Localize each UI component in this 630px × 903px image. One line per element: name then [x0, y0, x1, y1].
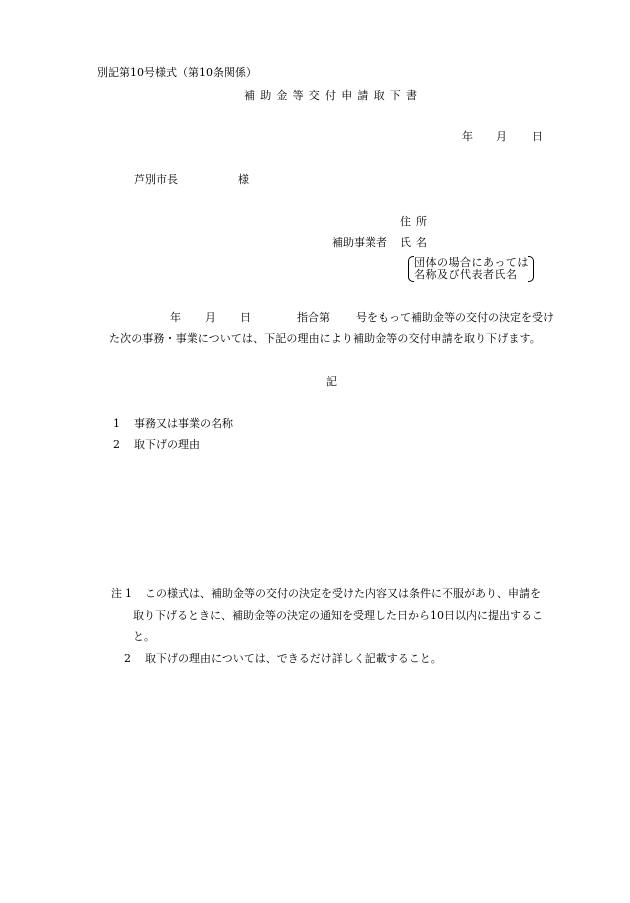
ki-heading: 記: [326, 375, 337, 388]
note2-text: 取下げの理由については、できるだけ詳しく記載すること。: [145, 652, 442, 665]
note1-line2: 取り下げるときに、補助金等の決定の通知を受理した日から10日以内に提出するこ: [133, 609, 543, 622]
document-title: 補助金等交付申請取下書: [244, 89, 423, 102]
group-note: [408, 256, 534, 282]
item-number: 1: [113, 417, 120, 430]
notes-prefix: 注: [111, 587, 122, 600]
item-text: 事務又は事業の名称: [134, 417, 233, 430]
item-text: 取下げの理由: [134, 438, 200, 451]
addressee-name: 芦別市長: [134, 173, 178, 186]
name-label: 氏名: [400, 236, 432, 249]
body-directive-label: 指合第: [297, 311, 330, 324]
body-line1-rest: 号をもって補助金等の交付の決定を受け: [356, 311, 554, 324]
group-note-line2: 名称及び代表者氏名: [414, 268, 518, 281]
date-month-label: 月: [496, 130, 507, 143]
body-line2: た次の事務・事業については、下記の理由により補助金等の交付申請を取り下げます。: [109, 332, 541, 345]
date-year-label: 年: [462, 130, 473, 143]
note2-number: 2: [124, 652, 131, 665]
note1-line3: と。: [133, 630, 155, 643]
group-note-line1: 団体の場合にあっては: [414, 256, 529, 269]
form-number: 別記第10号様式（第10条関係）: [97, 66, 257, 79]
address-label: 住所: [400, 215, 432, 228]
body-month-label: 月: [205, 311, 216, 324]
note1-number: 1: [125, 587, 132, 600]
item-number: 2: [113, 438, 120, 451]
group-note-close-bracket: [528, 256, 534, 282]
note1-line1: この様式は、補助金等の交付の決定を受けた内容又は条件に不服があり、申請を: [145, 587, 541, 600]
body-day-label: 日: [240, 311, 251, 324]
addressee-honorific: 様: [238, 173, 249, 186]
date-day-label: 日: [532, 130, 543, 143]
applicant-role-label: 補助事業者: [332, 236, 387, 249]
body-year-label: 年: [170, 311, 181, 324]
